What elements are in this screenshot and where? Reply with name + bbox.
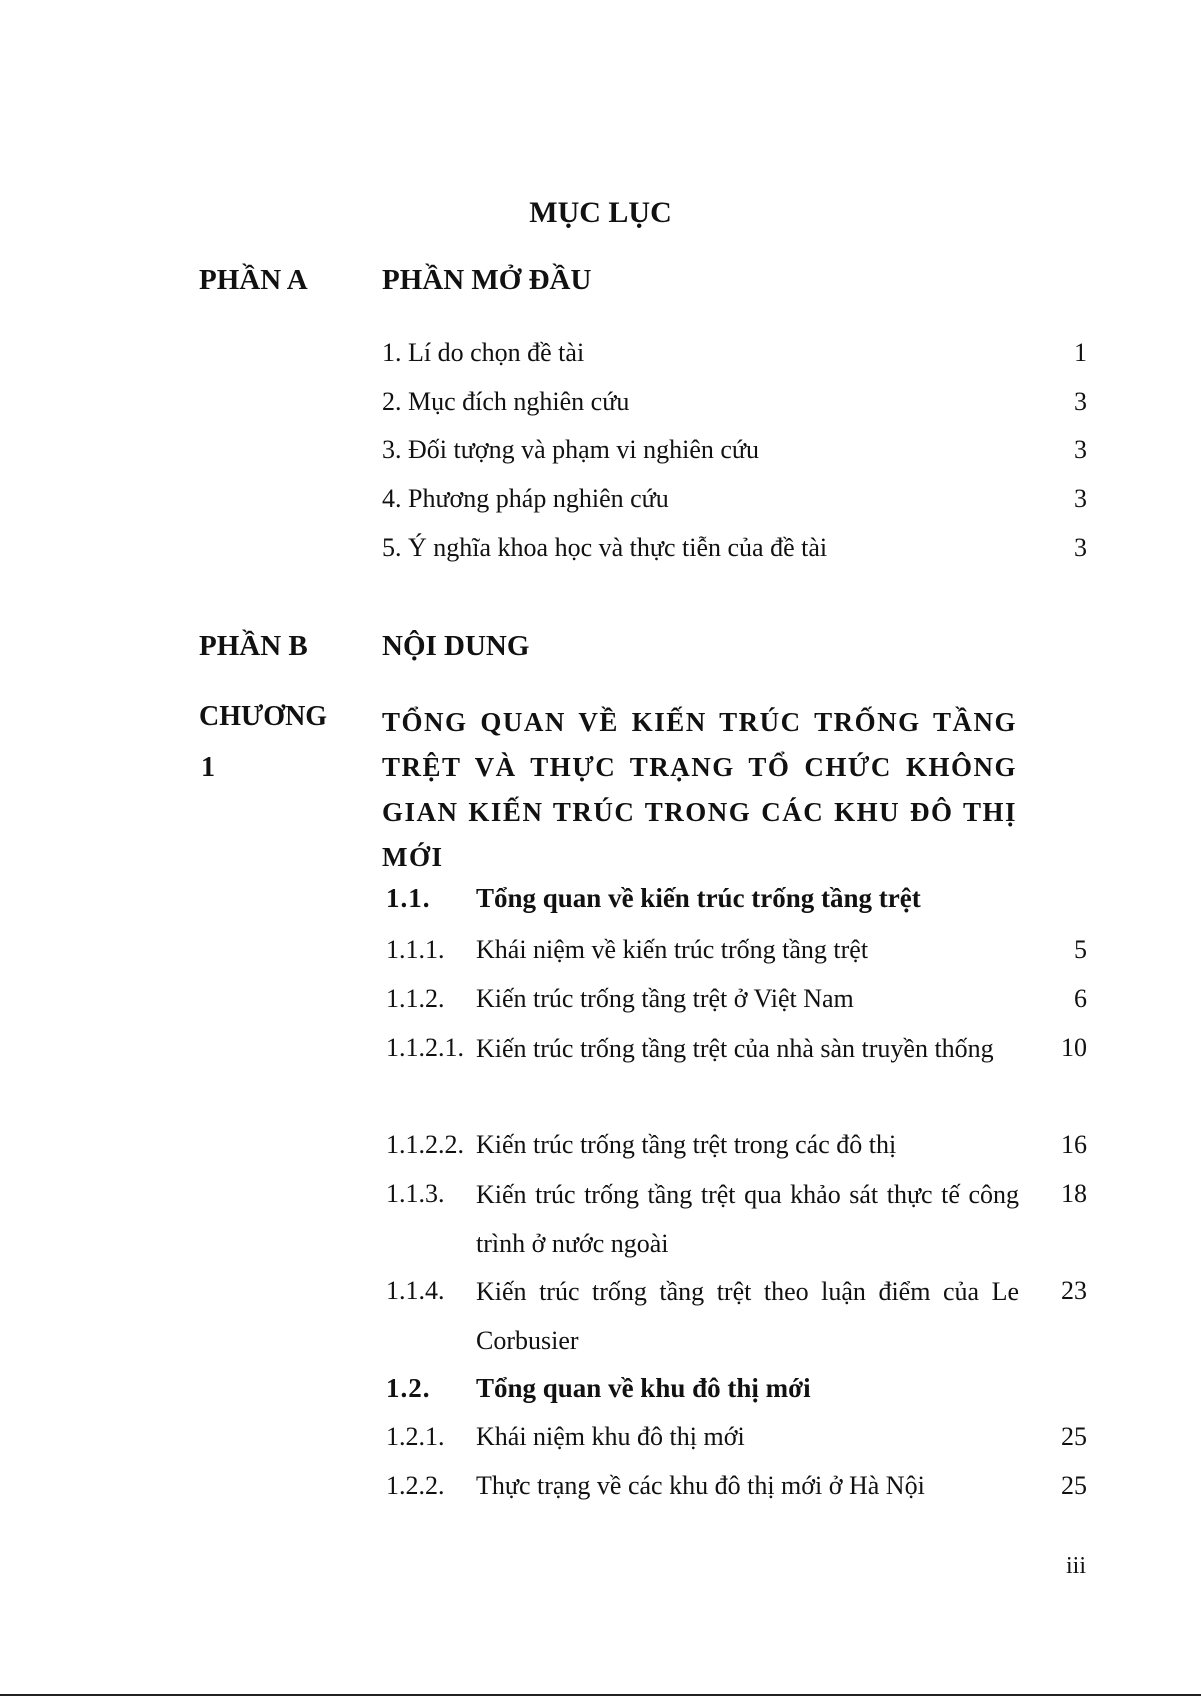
section-number: 1.2. (386, 1373, 431, 1403)
chapter-label: CHƯƠNG (199, 701, 328, 732)
toc-page-number: 16 (1061, 1130, 1087, 1159)
toc-page-number: 25 (1061, 1471, 1087, 1500)
chapter-title[interactable]: TỔNG QUAN VỀ KIẾN TRÚC TRỐNG TẦNG TRỆT VÀ THỰC TRẠNG TỔ CHỨC KHÔNG GIAN KIẾN TRÚC TRONG CÁC KHU ĐÔ THỊ MỚI (382, 707, 1017, 872)
toc-page-number: 3 (1074, 387, 1087, 416)
toc-page-number: 3 (1074, 435, 1087, 464)
toc-entry[interactable]: 5. Ý nghĩa khoa học và thực tiễn của đề tài (382, 533, 828, 562)
part-a-label: PHẦN A (199, 264, 308, 296)
toc-entry[interactable]: Khái niệm về kiến trúc trống tầng trệt (476, 935, 869, 964)
toc-page-number: 10 (1061, 1033, 1087, 1062)
toc-entry[interactable]: Kiến trúc trống tầng trệt trong các đô thị (476, 1130, 897, 1159)
toc-entry[interactable]: Thực trạng về các khu đô thị mới ở Hà Nội (476, 1471, 925, 1500)
toc-entry-number: 1.2.2. (386, 1471, 445, 1500)
toc-page-number: 25 (1061, 1422, 1087, 1451)
chapter-number: 1 (201, 752, 215, 783)
part-b-title: NỘI DUNG (382, 630, 530, 662)
toc-entry[interactable]: Kiến trúc trống tầng trệt của nhà sàn truyền thống (476, 1034, 994, 1063)
section-title[interactable]: Tổng quan về kiến trúc trống tầng trệt (476, 883, 921, 913)
toc-entry[interactable]: Khái niệm khu đô thị mới (476, 1422, 745, 1451)
toc-entry-number: 1.2.1. (386, 1422, 445, 1451)
toc-page-number: 18 (1061, 1179, 1087, 1208)
toc-entry[interactable]: Kiến trúc trống tầng trệt ở Việt Nam (476, 984, 854, 1013)
toc-entry[interactable]: 2. Mục đích nghiên cứu (382, 387, 630, 416)
toc-entry[interactable]: Kiến trúc trống tầng trệt theo luận điểm của Le Corbusier (476, 1277, 1019, 1355)
toc-entry[interactable]: 3. Đối tượng và phạm vi nghiên cứu (382, 435, 759, 464)
toc-page-number: 5 (1074, 935, 1087, 964)
toc-entry-number: 1.1.4. (386, 1276, 445, 1305)
toc-entry-number: 1.1.3. (386, 1179, 445, 1208)
section-number: 1.1. (386, 883, 431, 913)
toc-entry[interactable]: 4. Phương pháp nghiên cứu (382, 484, 669, 513)
section-title[interactable]: Tổng quan về khu đô thị mới (476, 1373, 811, 1403)
toc-entry-number: 1.1.1. (386, 935, 445, 964)
footer-page-number: iii (1066, 1553, 1087, 1579)
toc-entry[interactable]: 1. Lí do chọn đề tài (382, 338, 585, 367)
toc-page-number: 6 (1074, 984, 1087, 1013)
toc-entry-number: 1.1.2. (386, 984, 445, 1013)
toc-entry-number: 1.1.2.2. (386, 1130, 464, 1159)
part-b-label: PHẦN B (199, 630, 308, 662)
toc-page-number: 23 (1061, 1276, 1087, 1305)
toc-page-number: 3 (1074, 484, 1087, 513)
toc-entry[interactable]: Kiến trúc trống tầng trệt qua khảo sát thực tế công trình ở nước ngoài (476, 1180, 1019, 1258)
page-title: MỤC LỤC (529, 196, 672, 229)
part-a-title: PHẦN MỞ ĐẦU (382, 264, 592, 296)
toc-entry-number: 1.1.2.1. (386, 1033, 464, 1062)
toc-page-number: 3 (1074, 533, 1087, 562)
page-bottom-rule (0, 1694, 1201, 1696)
toc-page-number: 1 (1074, 338, 1087, 367)
